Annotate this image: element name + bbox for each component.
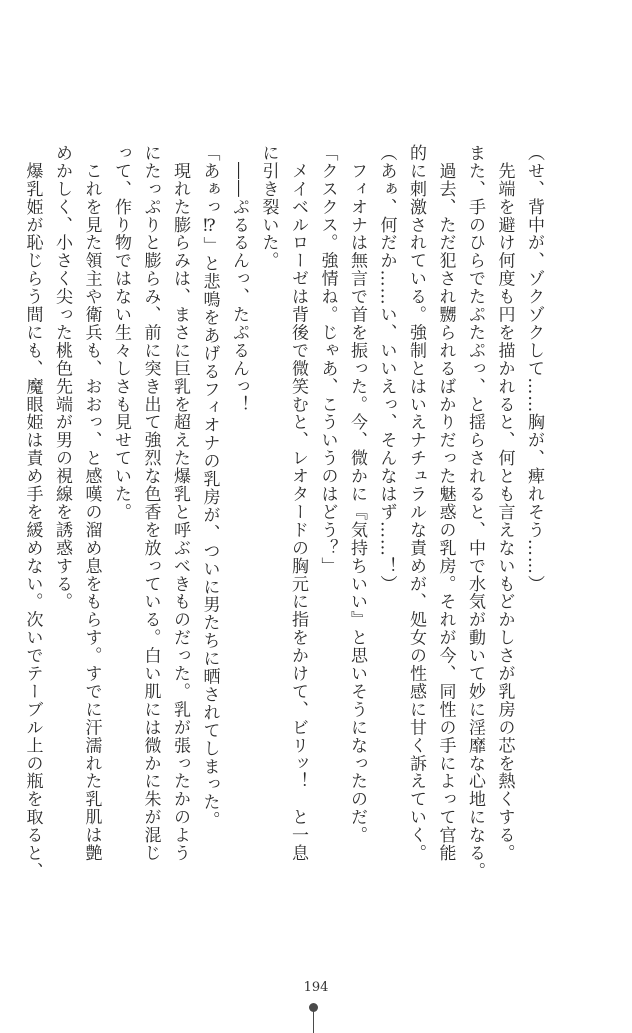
text-line: これを見た領主や衛兵も、おおっ、と感嘆の溜め息をもらす。すでに汗濡れた乳肌は艶 — [81, 144, 102, 862]
page-number: 194 — [303, 980, 329, 995]
text-line: に引き裂いた。 — [258, 144, 279, 270]
text-line: 「クスクス。強情ね。じゃあ、こういうのはどう？」 — [317, 144, 338, 575]
text-line: （あぁ、何だか……い、いいえっ、そんなはず……！） — [376, 144, 397, 593]
text-line: 過去、ただ犯され嬲られるばかりだった魅惑の乳房。それが今、同性の手によって官能 — [435, 144, 456, 862]
text-line: 的に刺激されている。強制とはいえナチュラルな責めが、処女の性感に甘く訴えていく。 — [406, 144, 426, 862]
text-line: って、作り物ではない生々しさも見せていた。 — [111, 144, 131, 521]
text-line: （せ、背中が、ゾクゾクして……胸が、痺れそう……） — [524, 144, 544, 593]
text-line: また、手のひらでたぷたぷっ、と揺らされると、中で水気が動いて妙に淫靡な心地になる。 — [465, 144, 485, 880]
text-line: 爆乳姫が恥じらう間にも、魔眼姫は責め手を緩めない。次いでテーブル上の瓶を取ると、 — [22, 144, 43, 880]
text-line: 先端を避け何度も円を描かれると、何とも言えないもどかしさが乳房の芯を熱くする。 — [494, 144, 515, 862]
text-line: 「あぁっ⁉」と悲鳴をあげるフィオナの乳房が、ついに男たちに晒されてしまった。 — [199, 144, 220, 830]
vertical-text-body — [17, 144, 548, 880]
text-line: ――ぷるるんっ、たぷるんっ！ — [229, 144, 249, 414]
text-line: 現れた膨らみは、まさに巨乳を超えた爆乳と呼ぶべきものだった。乳が張ったかのよう — [170, 144, 190, 862]
page-footer — [0, 980, 632, 1033]
footer-line-ornament — [313, 1011, 314, 1033]
text-line: フィオナは無言で首を振った。今、微かに『気持ちいい』と思いそうになったのだ。 — [347, 144, 367, 845]
text-line: めかしく、小さく尖った桃色先端が男の視線を誘惑する。 — [52, 144, 72, 611]
text-line: にたっぷりと膨らみ、前に突き出て強烈な色香を放っている。白い肌には微かに朱が混じ — [140, 144, 161, 862]
text-line: メイベルローゼは背後で微笑むと、レオタードの胸元に指をかけて、ビリッ！ と一息 — [288, 144, 308, 862]
